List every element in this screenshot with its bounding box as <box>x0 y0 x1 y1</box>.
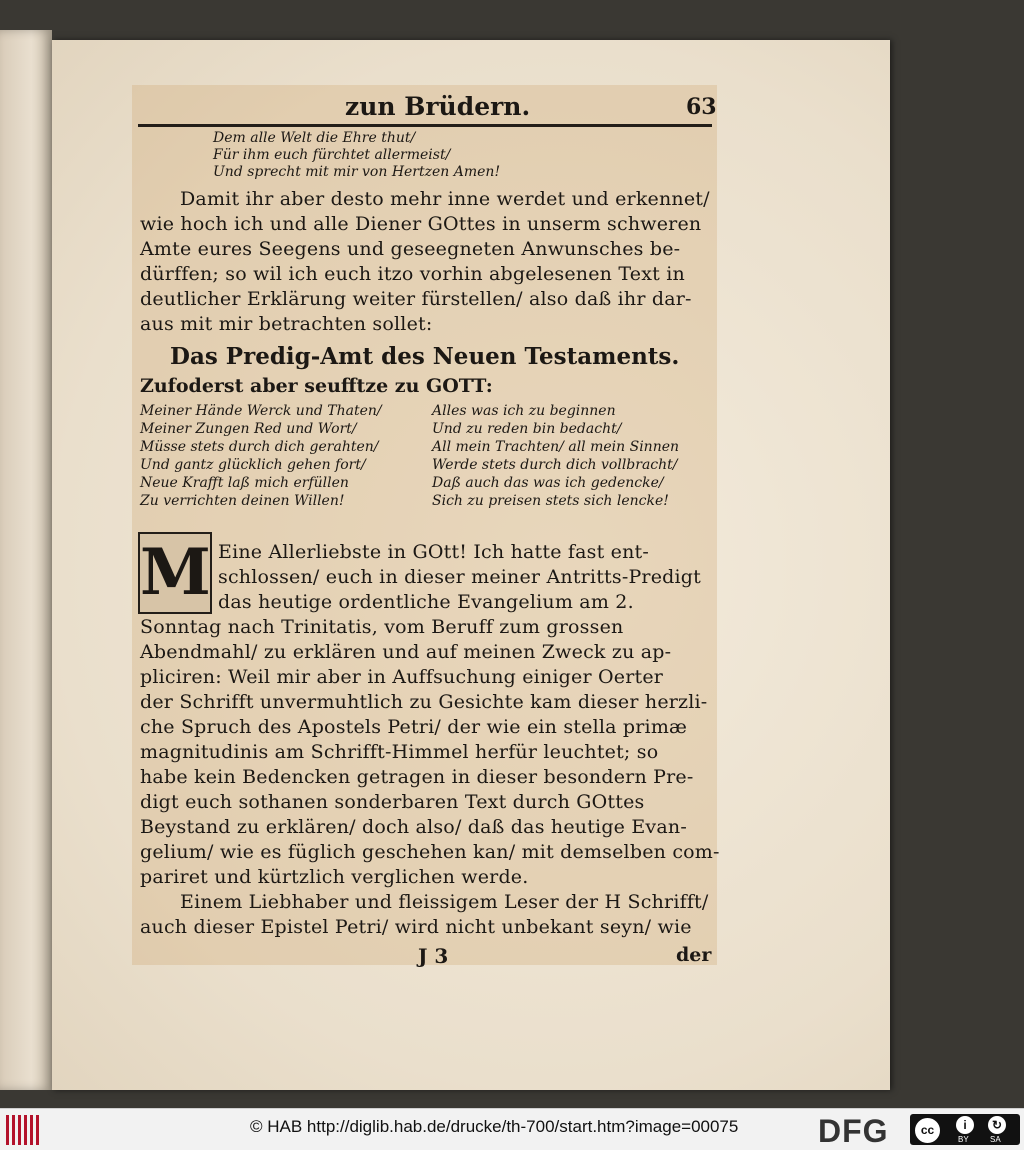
prayer-right-line: Sich zu preisen stets sich lencke! <box>432 493 669 509</box>
paragraph-line: der Schrifft unvermuhtlich zu Gesichte kam dieser herzli- <box>140 691 708 713</box>
paragraph-line: das heutige ordentliche Evangelium am 2. <box>218 591 634 613</box>
paragraph-line: Beystand zu erklären/ doch also/ daß das heutige Evan- <box>140 816 687 838</box>
paragraph-line: magnitudinis am Schrifft-Himmel herfür leuchtet; so <box>140 741 659 763</box>
paragraph-line: pliciren: Weil mir aber in Auffsuchung einiger Oerter <box>140 666 664 688</box>
verse-line: Für ihm euch fürchtet allermeist/ <box>213 147 451 163</box>
prayer-left-line: Meiner Zungen Red und Wort/ <box>140 421 357 437</box>
prayer-right-line: Und zu reden bin bedacht/ <box>432 421 622 437</box>
drop-cap-initial: M <box>138 532 212 614</box>
paragraph-line: dürffen; so wil ich euch itzo vorhin abgelesenen Text in <box>140 263 685 285</box>
paragraph-line: che Spruch des Apostels Petri/ der wie ein stella primæ <box>140 716 688 738</box>
paragraph-line: schlossen/ euch in dieser meiner Antritts-Predigt <box>218 566 702 588</box>
paragraph-line: Amte eures Seegens und geseegneten Anwunsches be- <box>140 238 681 260</box>
catchword: der <box>676 944 712 966</box>
verse-line: Und sprecht mit mir von Hertzen Amen! <box>213 164 501 180</box>
paragraph-line: aus mit mir betrachten sollet: <box>140 313 433 335</box>
viewer-footer <box>0 1108 1024 1150</box>
prayer-right-line: All mein Trachten/ all mein Sinnen <box>432 439 680 455</box>
signature-mark: J 3 <box>418 944 449 968</box>
prayer-left-line: Zu verrichten deinen Willen! <box>140 493 345 509</box>
cc-icon: cc <box>914 1117 941 1144</box>
by-label: BY <box>958 1135 969 1144</box>
prayer-right-line: Daß auch das was ich gedencke/ <box>432 475 664 491</box>
by-icon: i <box>956 1116 974 1134</box>
paragraph-line: Damit ihr aber desto mehr inne werdet und erkennet/ <box>180 188 710 210</box>
sa-label: SA <box>990 1135 1001 1144</box>
paragraph-line: habe kein Bedencken getragen in dieser besondern Pre- <box>140 766 694 788</box>
prayer-left-line: Meiner Hände Werck und Thaten/ <box>140 403 382 419</box>
dfg-logo: DFG <box>818 1113 889 1149</box>
paragraph-line: deutlicher Erklärung weiter fürstellen/ also daß ihr dar- <box>140 288 692 310</box>
paragraph-line: Einem Liebhaber und fleissigem Leser der H Schrifft/ <box>180 891 709 913</box>
prayer-left-line: Und gantz glücklich gehen fort/ <box>140 457 366 473</box>
barcode-icon <box>6 1115 42 1145</box>
header-rule <box>138 124 712 127</box>
verse-line: Dem alle Welt die Ehre thut/ <box>213 130 416 146</box>
paragraph-line: digt euch sothanen sonderbaren Text durch GOttes <box>140 791 645 813</box>
paragraph-line: Abendmahl/ zu erklären und auf meinen Zweck zu ap- <box>140 641 672 663</box>
paragraph-line: Sonntag nach Trinitatis, vom Beruff zum grossen <box>140 616 624 638</box>
sa-icon: ↻ <box>988 1116 1006 1134</box>
paragraph-line: auch dieser Epistel Petri/ wird nicht unbekant seyn/ wie <box>140 916 692 938</box>
prayer-left-line: Müsse stets durch dich gerahten/ <box>140 439 379 455</box>
cc-license-badge[interactable] <box>910 1114 1020 1145</box>
prayer-left-line: Neue Krafft laß mich erfüllen <box>140 475 349 491</box>
facing-page-edge <box>0 30 52 1090</box>
invocation: Zufoderst aber seufftze zu GOTT: <box>140 375 493 397</box>
prayer-right-line: Werde stets durch dich vollbracht/ <box>432 457 678 473</box>
paragraph-line: wie hoch ich und alle Diener GOttes in unserm schweren <box>140 213 702 235</box>
page-number: 63 <box>686 94 717 120</box>
running-head: zun Brüdern. <box>345 92 531 121</box>
sermon-title: Das Predig-Amt des Neuen Testaments. <box>170 343 680 370</box>
paragraph-line: Eine Allerliebste in GOtt! Ich hatte fast ent- <box>218 541 650 563</box>
paragraph-line: pariret und kürtzlich verglichen werde. <box>140 866 529 888</box>
paragraph-line: gelium/ wie es füglich geschehen kan/ mit demselben com- <box>140 841 720 863</box>
source-link[interactable]: © HAB http://diglib.hab.de/drucke/th-700/start.htm?image=00075 <box>250 1117 739 1136</box>
prayer-right-line: Alles was ich zu beginnen <box>432 403 616 419</box>
